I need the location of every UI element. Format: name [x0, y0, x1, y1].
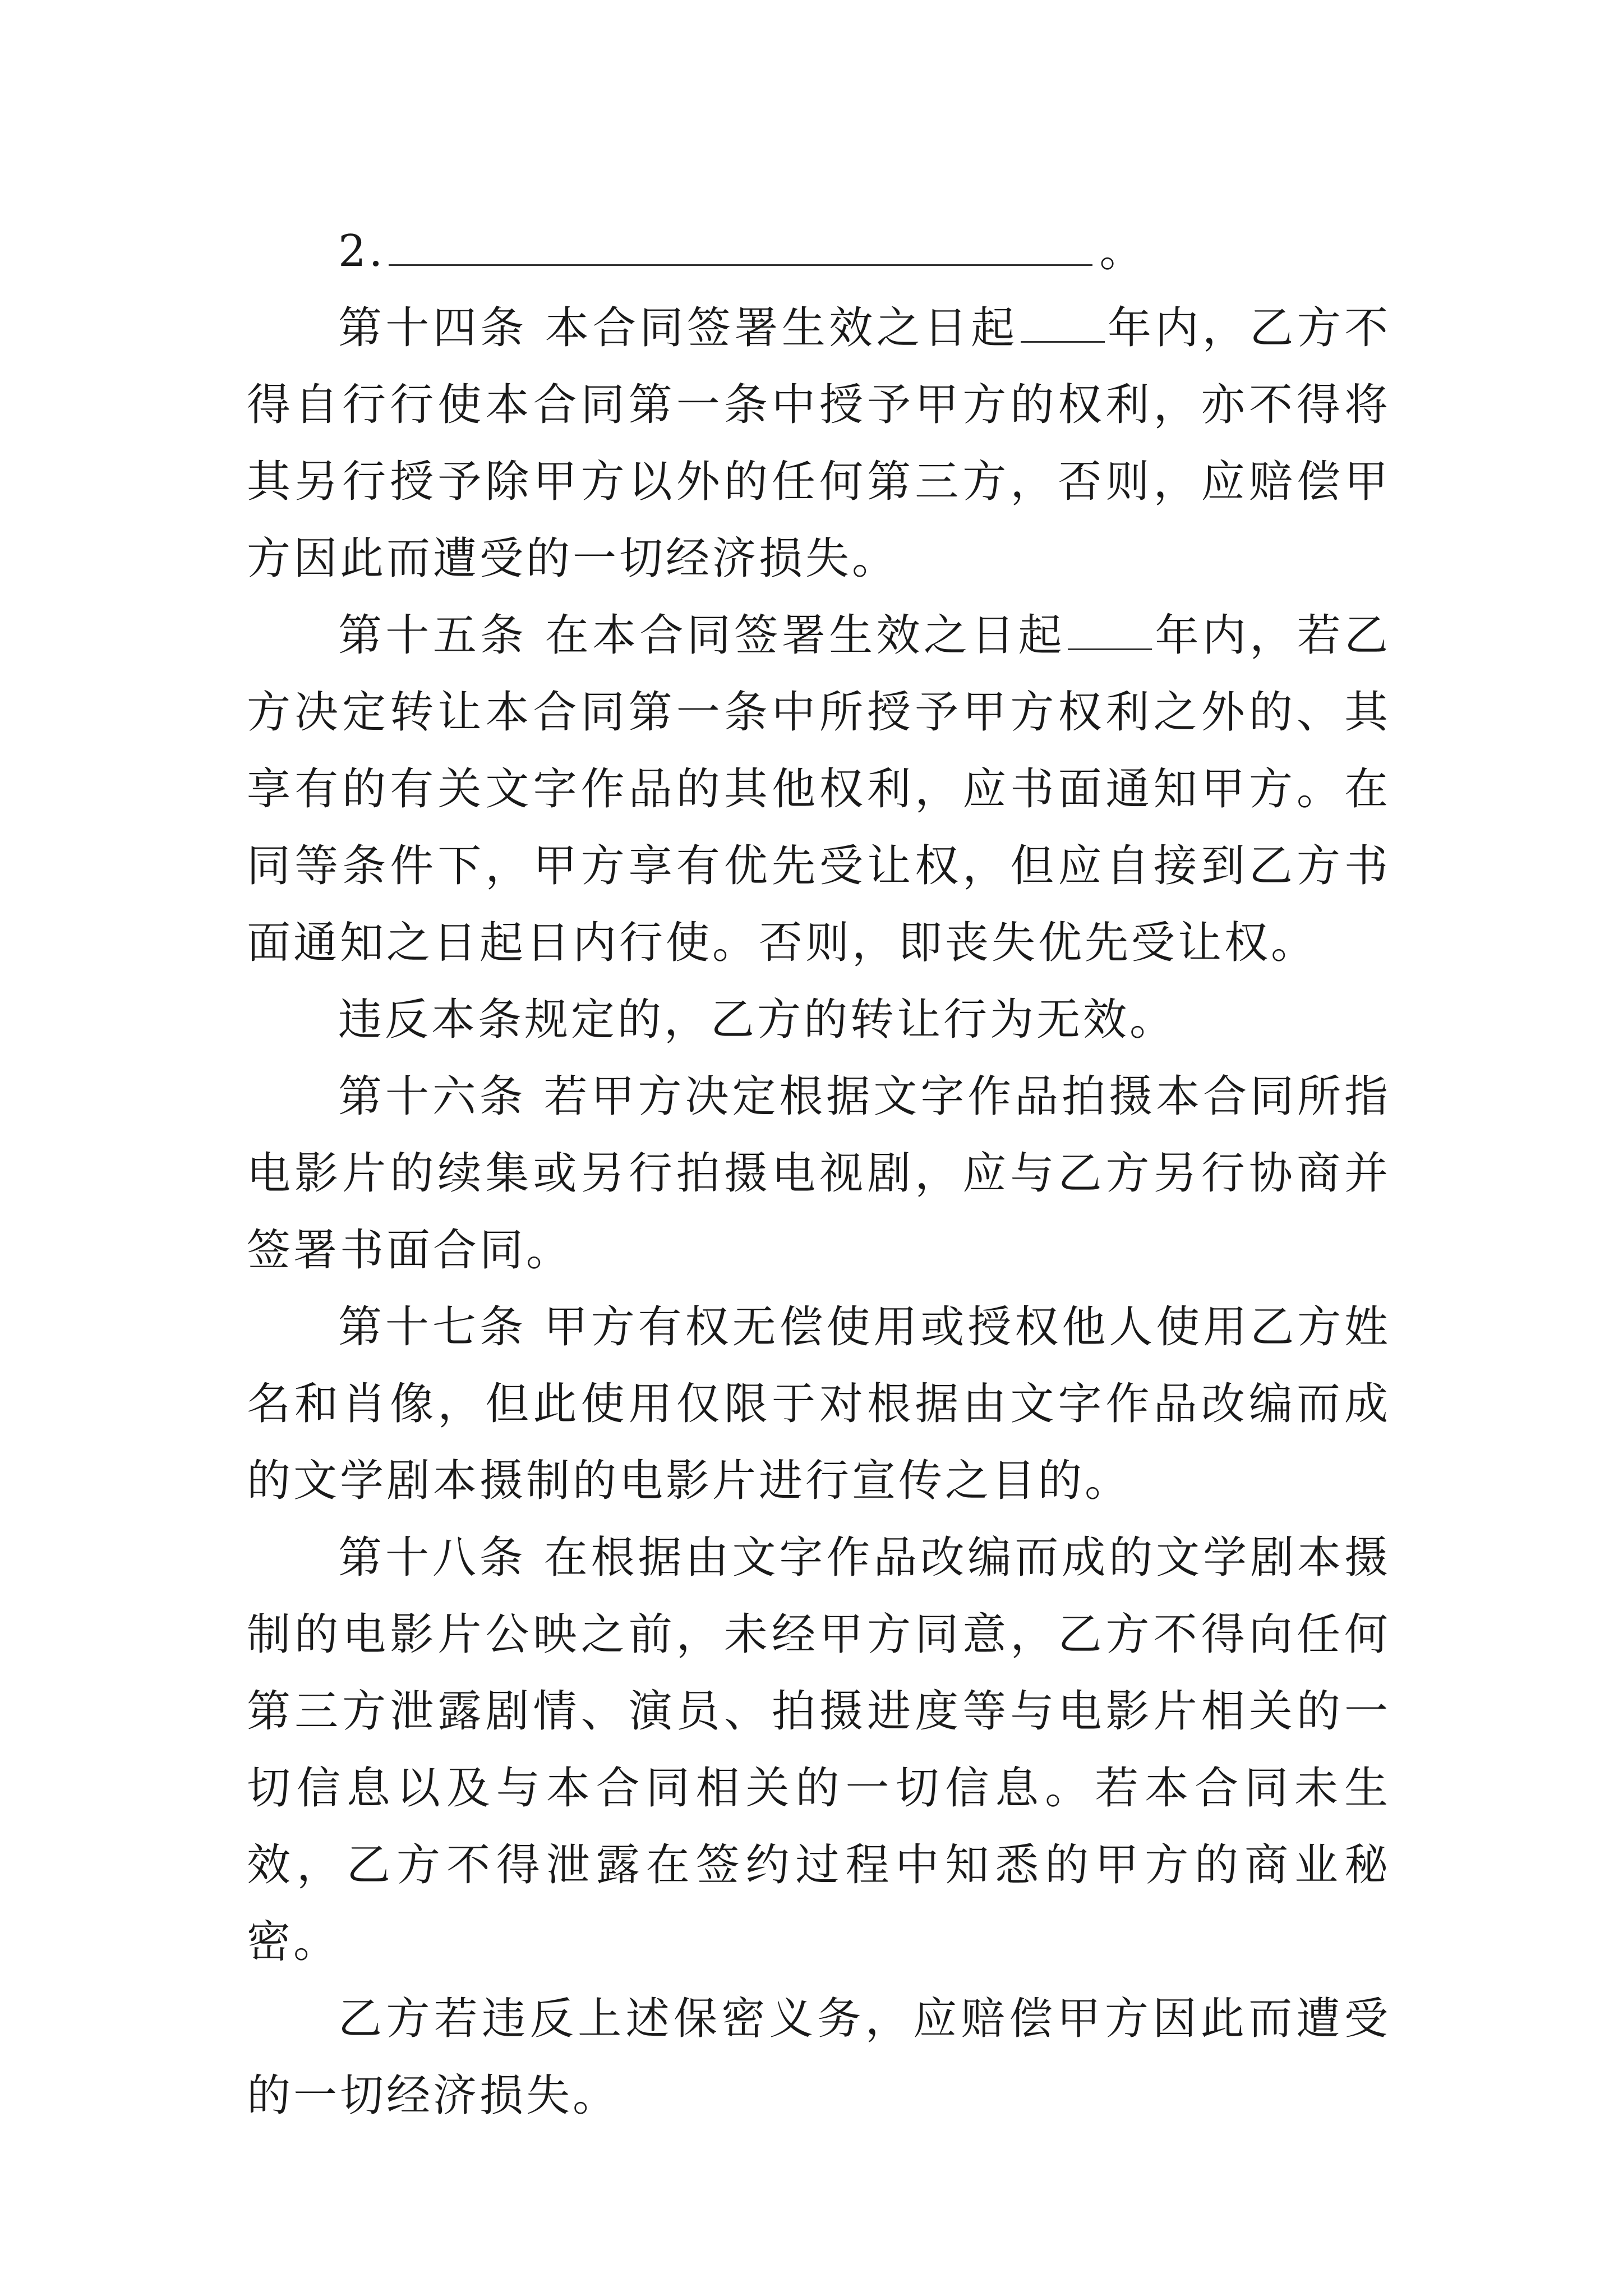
years-blank [1068, 609, 1152, 650]
article-18: 第十八条 在根据由文字作品改编而成的文学剧本摄制的电影片公映之前，未经甲方同意，乙方不得向任何第三方泄露剧情、演员、拍摄进度等与电影片相关的一切信息以及与本合同相关的一切信息。若本合同未生效，乙方不得泄露在签约过程中知悉的甲方的商业秘密。 [247, 1533, 1391, 1967]
article-15 [247, 597, 1391, 982]
article-18-note: 乙方若违反上述保密义务，应赔偿甲方因此而遭受的一切经济损失。 [247, 1994, 1391, 2121]
years-blank [1021, 302, 1105, 343]
article-14 [247, 290, 1391, 597]
article-14-text-start: 第十四条 本合同签署生效之日起 [338, 303, 1018, 353]
article-15-note: 违反本条规定的，乙方的转让行为无效。 [338, 995, 1177, 1045]
clause-item-2 [247, 213, 1391, 290]
article-17: 第十七条 甲方有权无偿使用或授权他人使用乙方姓名和肖像，但此使用仅限于对根据由文字作品改编而成的文学剧本摄制的电影片进行宣传之目的。 [247, 1302, 1391, 1506]
article-16: 第十六条 若甲方决定根据文字作品拍摄本合同所指电影片的续集或另行拍摄电视剧，应与乙方另行协商并签署书面合同。 [247, 1071, 1391, 1276]
document-body [247, 213, 1391, 2134]
fill-in-blank [389, 225, 1092, 266]
item-end-punctuation: 。 [1099, 226, 1146, 277]
article-15-text-end: 年内，若乙方决定转让本合同第一条中所授予甲方权利之外的、其享有的有关文字作品的其他权利，应书面通知甲方。在同等条件下，甲方享有优先受让权，但应自接到乙方书面通知之日起日内行使。否则，即丧失优先受让权。 [247, 610, 1391, 968]
article-15-text-start: 第十五条 在本合同签署生效之日起 [338, 610, 1066, 661]
item-number: 2. [338, 226, 386, 277]
article-14-text-end: 年内，乙方不得自行行使本合同第一条中授予甲方的权利，亦不得将其另行授予除甲方以外的任何第三方，否则，应赔偿甲方因此而遭受的一切经济损失。 [247, 303, 1391, 584]
